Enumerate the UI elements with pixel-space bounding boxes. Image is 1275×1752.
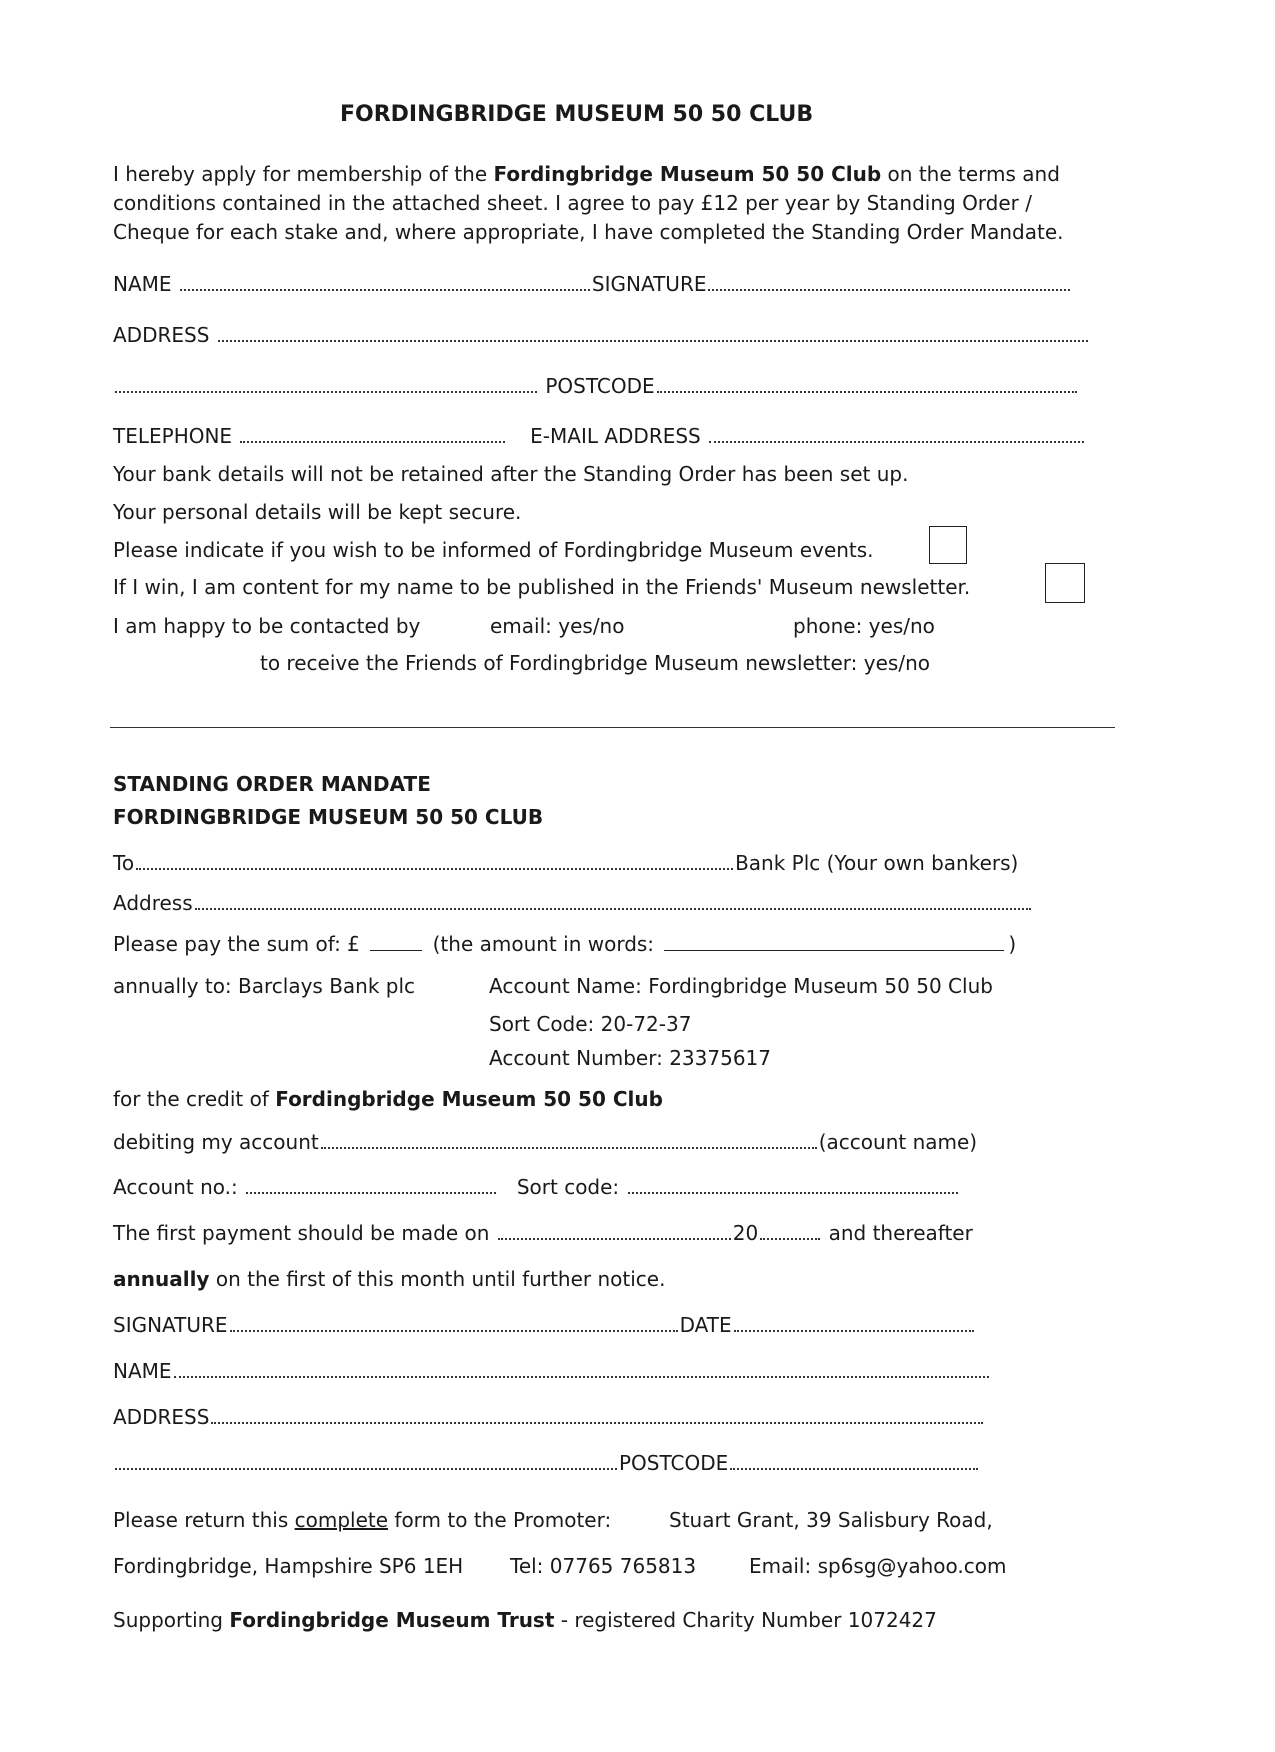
intro-line-1 (113, 162, 1060, 186)
intro-line-3: Cheque for each stake and, where appropriate, I have completed the Standing Order Mandate. (113, 220, 1064, 244)
name-row (113, 272, 1072, 296)
return-text: Please return this (113, 1508, 295, 1532)
pay-sum-label: Please pay the sum of: £ (113, 932, 360, 956)
mandate-signature-row (113, 1313, 976, 1337)
debit-account-field[interactable] (321, 1147, 817, 1149)
newsletter-choice[interactable]: to receive the Friends of Fordingbridge Museum newsletter: yes/no (260, 651, 930, 675)
mandate-address-label: ADDRESS (113, 1405, 210, 1429)
first-payment-label: The first payment should be made on (113, 1221, 490, 1245)
first-payment-row (113, 1221, 973, 1245)
account-no-label: Account no.: (113, 1175, 238, 1199)
mandate-address-field[interactable] (211, 1422, 983, 1424)
contact-prefix: I am happy to be contacted by (113, 614, 421, 638)
year-field[interactable] (760, 1238, 820, 1240)
return-text: form to the Promoter: (388, 1508, 612, 1532)
signature-field[interactable] (708, 289, 1070, 291)
return-row (113, 1508, 611, 1532)
address-row (113, 323, 1090, 347)
postcode-field[interactable] (657, 391, 1077, 393)
sort-code-field[interactable] (628, 1192, 958, 1194)
personal-note: Your personal details will be kept secure. (113, 500, 522, 524)
bank-address-label: Address (113, 891, 193, 915)
mandate-heading: STANDING ORDER MANDATE (113, 772, 431, 796)
credit-label: for the credit of (113, 1087, 276, 1111)
year-prefix: 20 (732, 1221, 759, 1245)
telephone-label: TELEPHONE (113, 424, 233, 448)
mandate-postcode-label: POSTCODE (619, 1451, 729, 1475)
date-field[interactable] (734, 1330, 974, 1332)
mandate-address-line2-field[interactable] (115, 1468, 617, 1470)
mandate-subheading: FORDINGBRIDGE MUSEUM 50 50 CLUB (113, 805, 544, 829)
amount-field[interactable] (370, 950, 422, 951)
postcode-label: POSTCODE (545, 374, 655, 398)
win-checkbox[interactable] (1045, 563, 1085, 603)
mandate-name-row (113, 1359, 991, 1383)
address-line2-field[interactable] (115, 391, 537, 393)
debiting-label: debiting my account (113, 1130, 319, 1154)
address-label: ADDRESS (113, 323, 210, 347)
mandate-postcode-field[interactable] (730, 1468, 978, 1470)
thereafter-label: and thereafter (828, 1221, 973, 1245)
events-checkbox[interactable] (929, 526, 967, 564)
annually-rest: on the first of this month until further notice. (209, 1267, 666, 1291)
telephone-field[interactable] (240, 441, 505, 443)
annually-bold: annually (113, 1267, 210, 1291)
to-bank-row (113, 851, 1018, 875)
account-row (113, 1175, 960, 1199)
intro-line-2: conditions contained in the attached sheet. I agree to pay £12 per year by Standing Order / (113, 191, 1032, 215)
bank-address-row (113, 891, 1033, 915)
support-text: - registered Charity Number 1072427 (554, 1608, 937, 1632)
events-note: Please indicate if you wish to be informed of Fordingbridge Museum events. (113, 538, 874, 562)
debiting-row (113, 1130, 977, 1154)
bank-note: Your bank details will not be retained after the Standing Order has been set up. (113, 462, 909, 486)
sort-code-label: Sort code: (516, 1175, 620, 1199)
section-divider (110, 727, 1115, 728)
date-label: DATE (679, 1313, 732, 1337)
club-name: Fordingbridge Museum 50 50 Club (493, 162, 882, 186)
to-label: To (113, 851, 135, 875)
credit-name: Fordingbridge Museum 50 50 Club (275, 1087, 663, 1111)
mandate-name-label: NAME (113, 1359, 172, 1383)
payee-sort-code: Sort Code: 20-72-37 (489, 1012, 692, 1036)
payee-account-number: Account Number: 23375617 (489, 1046, 771, 1070)
win-note: If I win, I am content for my name to be published in the Friends' Museum newsletter. (113, 575, 971, 599)
page-title: FORDINGBRIDGE MUSEUM 50 50 CLUB (340, 102, 814, 127)
address-field[interactable] (218, 340, 1088, 342)
email-field[interactable] (709, 441, 1084, 443)
account-name-suffix: (account name) (818, 1130, 978, 1154)
email-label: E-MAIL ADDRESS (530, 424, 701, 448)
credit-row (113, 1087, 663, 1111)
mandate-postcode-row (113, 1451, 980, 1475)
support-row (113, 1608, 937, 1632)
contact-row (113, 424, 1086, 448)
promoter-address: Stuart Grant, 39 Salisbury Road, (669, 1508, 993, 1532)
signature-label: SIGNATURE (591, 272, 707, 296)
contact-phone-choice[interactable]: phone: yes/no (793, 614, 935, 638)
bank-suffix: Bank Plc (Your own bankers) (735, 851, 1019, 875)
name-field[interactable] (180, 289, 590, 291)
mandate-name-field[interactable] (174, 1376, 989, 1378)
amount-words-label: (the amount in words: (432, 932, 655, 956)
name-label: NAME (113, 272, 172, 296)
close-paren: ) (1008, 932, 1017, 956)
promoter-town: Fordingbridge, Hampshire SP6 1EH (113, 1554, 464, 1578)
intro-text: I hereby apply for membership of the (113, 162, 494, 186)
contact-email-choice[interactable]: email: yes/no (490, 614, 625, 638)
account-no-field[interactable] (246, 1192, 496, 1194)
mandate-address-row (113, 1405, 985, 1429)
promoter-tel: Tel: 07765 765813 (510, 1554, 697, 1578)
support-text: Supporting (113, 1608, 230, 1632)
postcode-row (113, 374, 1079, 398)
intro-text: on the terms and (881, 162, 1060, 186)
amount-words-field[interactable] (664, 950, 1004, 951)
promoter-email: Email: sp6sg@yahoo.com (749, 1554, 1007, 1578)
first-payment-date-field[interactable] (498, 1238, 731, 1240)
bank-name-field[interactable] (136, 868, 733, 870)
trust-name: Fordingbridge Museum Trust (229, 1608, 555, 1632)
payee-account-name: Account Name: Fordingbridge Museum 50 50 Club (489, 974, 993, 998)
mandate-signature-label: SIGNATURE (113, 1313, 228, 1337)
pay-sum-row (113, 932, 1016, 956)
return-complete: complete (294, 1508, 389, 1532)
bank-address-field[interactable] (195, 908, 1031, 910)
annually-to: annually to: Barclays Bank plc (113, 974, 416, 998)
mandate-signature-field[interactable] (230, 1330, 678, 1332)
annually-row (113, 1267, 665, 1291)
